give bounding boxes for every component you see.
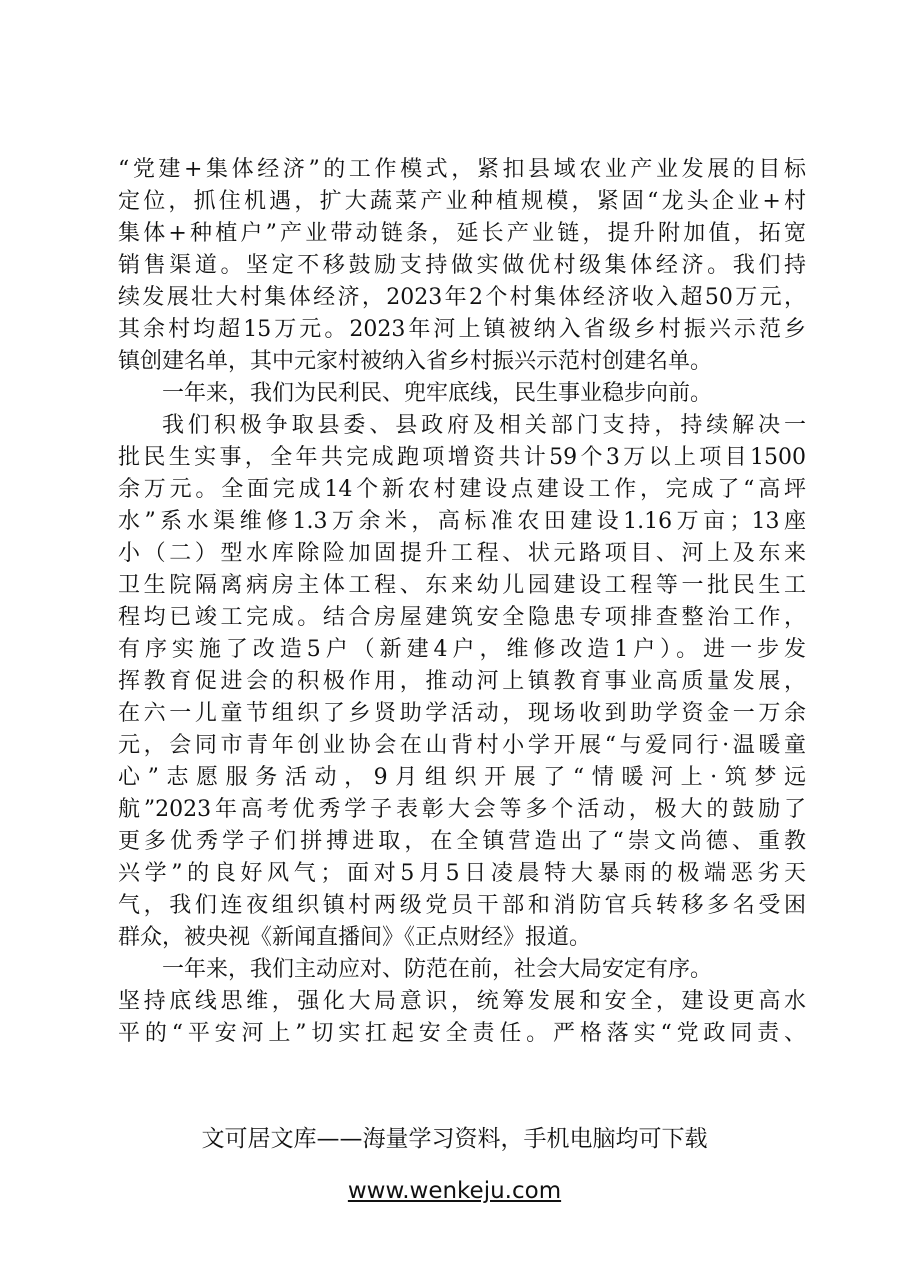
- text-line: 水”系水渠维修1.3万余米，高标准农田建设1.16万亩；13座: [118, 509, 806, 534]
- text-line: 小（二）型水库除险加固提升工程、状元路项目、河上及东来: [118, 541, 806, 566]
- text-line: 航”2023年高考优秀学子表彰大会等多个活动，极大的鼓励了: [118, 797, 806, 822]
- text-line: 在六一儿童节组织了乡贤助学活动，现场收到助学资金一万余: [118, 701, 806, 726]
- text-line: 定位，抓住机遇，扩大蔬菜产业种植规模，紧固“龙头企业+村: [118, 189, 806, 214]
- paragraph-heading: 一年来，我们主动应对、防范在前，社会大局安定有序。: [162, 957, 713, 982]
- text-line: 气，我们连夜组织镇村两级党员干部和消防官兵转移多名受困: [118, 893, 806, 918]
- text-line: 镇创建名单，其中元家村被纳入省乡村振兴示范村创建名单。: [118, 349, 713, 374]
- text-line: 更多优秀学子们拼搏进取，在全镇营造出了“崇文尚德、重教: [118, 829, 806, 854]
- text-line: 程均已竣工完成。结合房屋建筑安全隐患专项排查整治工作，: [118, 605, 806, 630]
- text-line: 卫生院隔离病房主体工程、东来幼儿园建设工程等一批民生工: [118, 573, 806, 598]
- footer-link[interactable]: www.wenkeju.com: [347, 1178, 562, 1204]
- text-line: 有序实施了改造5户（新建4户，维修改造1户）。进一步发: [118, 637, 806, 662]
- text-line: 坚持底线思维，强化大局意识，统筹发展和安全，建设更高水: [118, 989, 806, 1014]
- text-line: 批民生实事，全年共完成跑项增资共计59个3万以上项目1500: [118, 445, 806, 470]
- text-line: 其余村均超15万元。2023年河上镇被纳入省级乡村振兴示范乡: [118, 317, 806, 342]
- text-line: 群众，被央视《新闻直播间》《正点财经》报道。: [118, 925, 592, 950]
- paragraph-heading: 一年来，我们为民利民、兜牢底线，民生事业稳步向前。: [162, 381, 713, 406]
- footer-title: 文可居文库——海量学习资料，手机电脑均可下载: [201, 1126, 708, 1152]
- body-text: [118, 154, 806, 1050]
- text-line: 心”志愿服务活动，9月组织开展了“情暖河上·筑梦远: [118, 765, 806, 790]
- text-line: “党建+集体经济”的工作模式，紧扣县域农业产业发展的目标: [118, 157, 806, 182]
- text-line: 余万元。全面完成14个新农村建设点建设工作，完成了“高坪: [118, 477, 806, 502]
- text-line: 销售渠道。坚定不移鼓励支持做实做优村级集体经济。我们持: [118, 253, 806, 278]
- text-line: 我们积极争取县委、县政府及相关部门支持，持续解决一: [162, 413, 806, 438]
- text-line: 续发展壮大村集体经济，2023年2个村集体经济收入超50万元，: [118, 285, 806, 310]
- text-line: 挥教育促进会的积极作用，推动河上镇教育事业高质量发展，: [118, 669, 806, 694]
- text-line: 平的“平安河上”切实扛起安全责任。严格落实“党政同责、: [118, 1021, 806, 1046]
- text-line: 集体+种植户”产业带动链条，延长产业链，提升附加值，拓宽: [118, 221, 806, 246]
- text-line: 元，会同市青年创业协会在山背村小学开展“与爱同行·温暖童: [118, 733, 806, 758]
- text-line: 兴学”的良好风气；面对5月5日凌晨特大暴雨的极端恶劣天: [118, 861, 806, 886]
